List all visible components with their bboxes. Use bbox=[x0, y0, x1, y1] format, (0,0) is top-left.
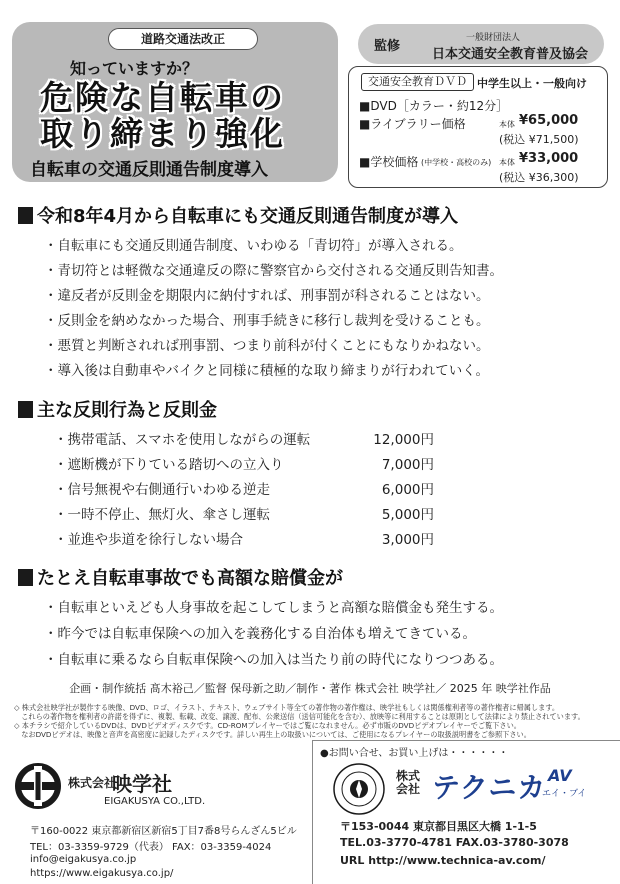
technica-brand-av-reading: エイ・ブイ bbox=[542, 789, 587, 799]
footer bbox=[0, 740, 620, 884]
fine-item-amount: 6,000円 bbox=[381, 482, 434, 498]
list-item: ・違反者が反則金を期限内に納付すれば、刑事罰が科されることはない。 bbox=[44, 288, 490, 304]
section-heading-text: 主な反則行為と反則金 bbox=[37, 400, 217, 421]
list-item: ・昨今では自転車保険への加入を義務化する自治体も増えてきている。 bbox=[44, 626, 476, 642]
section-heading-ticket-system bbox=[18, 202, 458, 228]
supervision-label: 監修 bbox=[374, 39, 401, 54]
section-heading-compensation bbox=[18, 564, 343, 590]
eigakusya-url[interactable]: https://www.eigakusya.co.jp/ bbox=[30, 868, 174, 879]
technica-seal-icon bbox=[332, 762, 386, 816]
list-item: ・反則金を納めなかった場合、刑事手続きに移行し裁判を受けることも。 bbox=[44, 313, 490, 329]
fine-item-label: ・並進や歩道を徐行しない場合 bbox=[54, 532, 243, 548]
dvd-school-tax-price: (税込 ¥36,300) bbox=[499, 171, 579, 184]
supervision-org-name: 日本交通安全教育普及協会 bbox=[432, 47, 589, 62]
list-item: ・青切符とは軽微な交通違反の際に警察官から交付される交通反則告知書。 bbox=[44, 263, 503, 279]
hero-subheadline: 自転車の交通反則通告制度導入 bbox=[30, 160, 268, 180]
eigakusya-logo-icon bbox=[14, 762, 62, 810]
dvd-library-base-price: ¥65,000 bbox=[519, 113, 579, 128]
technica-url[interactable]: URL http://www.technica-av.com/ bbox=[340, 854, 546, 867]
dvd-info-box bbox=[348, 66, 608, 188]
copyright-notice-line: これらの著作物を権利者の許諾を得ずに、複製、転載、改変、譲渡、配布、公衆送信（送信可能化を含む）、放映等に利用することは原則として法律により禁止されています。 bbox=[14, 712, 585, 721]
technica-tel-fax: TEL.03-3770-4781 FAX.03-3780-3078 bbox=[340, 836, 569, 849]
eigakusya-email[interactable]: info@eigakusya.co.jp bbox=[30, 854, 137, 865]
list-item: ・自転車にも交通反則通告制度、いわゆる「青切符」が導入される。 bbox=[44, 238, 463, 254]
production-credits: 企画・制作統括 髙木裕己／監督 保母新之助／制作・著作 株式会社 映学社／ 2025 年 映学社作品 bbox=[69, 682, 551, 695]
copyright-notice-line: ◇ 株式会社映学社が製作する映像、DVD、ロゴ、イラスト、テキスト、ウェブサイト等全ての著作物の著作権は、映学社もしくは関係権利者等の著作権者に帰属します。 bbox=[14, 703, 560, 712]
dvd-tag: 交通安全教育ＤＶＤ bbox=[361, 73, 474, 91]
fine-item-amount: 3,000円 bbox=[381, 532, 434, 548]
dvd-audience: 中学生以上・一般向け bbox=[477, 77, 587, 90]
dvd-school-note: (中学校・高校のみ) bbox=[421, 158, 492, 167]
eigakusya-name: 映学社 bbox=[112, 772, 172, 796]
technica-brand-av: AV bbox=[548, 766, 572, 785]
fine-item-label: ・携帯電話、スマホを使用しながらの運転 bbox=[54, 432, 311, 448]
hero-question: 知っていますか？ bbox=[70, 59, 199, 78]
fine-item-amount: 7,000円 bbox=[381, 457, 434, 473]
section-heading-fines bbox=[18, 396, 217, 422]
dvd-school-base-label: 本体 bbox=[499, 158, 515, 167]
dvd-library-tax-price: (税込 ¥71,500) bbox=[499, 133, 579, 146]
technica-name-prefix: 株式会社 bbox=[396, 769, 421, 796]
hero-headline-line2: 取り締まり強化 bbox=[40, 114, 285, 153]
dvd-library-label: ■ライブラリー価格 bbox=[359, 117, 466, 131]
fine-item-label: ・信号無視や右側通行いわゆる逆走 bbox=[54, 482, 270, 498]
dvd-format: ■DVD［カラー・約12分］ bbox=[359, 99, 509, 113]
list-item: ・悪質と判断されれば刑事罰、つまり前科が付くことにもなりかねない。 bbox=[44, 338, 490, 354]
heading-square-icon bbox=[18, 207, 33, 224]
eigakusya-name-prefix: 株式会社 bbox=[68, 776, 117, 790]
contact-lead-text: ●お問い合せ、お買い上げは・・・・・・ bbox=[320, 748, 509, 759]
list-item: ・導入後は自動車やバイクと同様に積極的な取り締まりが行われていく。 bbox=[44, 363, 489, 379]
fine-item-amount: 5,000円 bbox=[381, 507, 434, 523]
list-item: ・自転車といえども人身事故を起こしてしまうと高額な賠償金も発生する。 bbox=[44, 600, 503, 616]
heading-square-icon bbox=[18, 569, 33, 586]
section-heading-text: 令和8年4月から自転車にも交通反則通告制度が導入 bbox=[37, 206, 459, 227]
dvd-school-base-price: ¥33,000 bbox=[519, 151, 579, 166]
dvd-notice-line: なおDVDビデオは、映像と音声を高密度に記録したディスクです。詳しい再生上の取扱いについては、ご使用になるプレイヤーの取扱説明書をご参照下さい。 bbox=[14, 730, 531, 739]
dvd-library-base-label: 本体 bbox=[499, 120, 515, 129]
supervision-org-type: 一般財団法人 bbox=[466, 33, 521, 43]
eigakusya-tel-fax: TEL：03-3359-9729（代表） FAX：03-3359-4024 bbox=[30, 842, 272, 853]
footer-divider-vertical bbox=[312, 740, 313, 884]
eigakusya-address: 〒160-0022 東京都新宿区新宿5丁目7番8号らんざん5ビル bbox=[30, 826, 297, 837]
technica-brand: テクニカ bbox=[432, 771, 547, 804]
list-item: ・自転車に乗るなら自転車保険への加入は当たり前の時代になりつつある。 bbox=[44, 652, 503, 668]
technica-address: 〒153-0044 東京都目黒区大橋 1-1-5 bbox=[340, 820, 537, 833]
fine-item-label: ・一時不停止、無灯火、傘さし運転 bbox=[54, 507, 270, 523]
fine-item-label: ・遮断機が下りている踏切への立入り bbox=[54, 457, 284, 473]
dvd-school-label: ■学校価格 bbox=[359, 155, 419, 169]
dvd-notice-line: ◇ 本チラシで紹介しているDVDは、DVDビデオディスクです。CD-ROMプレイヤーではご覧になれません。必ず市販のDVDビデオプレイヤーでご覧下さい。 bbox=[14, 721, 521, 730]
section-heading-text: たとえ自転車事故でも高額な賠償金が bbox=[37, 568, 343, 589]
law-revision-tag: 道路交通法改正 bbox=[108, 28, 258, 50]
footer-divider-horizontal bbox=[312, 740, 620, 741]
eigakusya-name-en: EIGAKUSYA CO.,LTD. bbox=[104, 796, 206, 807]
hero-headline-line1: 危険な自転車の bbox=[40, 78, 285, 117]
fine-item-amount: 12,000円 bbox=[373, 432, 434, 448]
heading-square-icon bbox=[18, 401, 33, 418]
supervision-badge bbox=[358, 24, 604, 64]
